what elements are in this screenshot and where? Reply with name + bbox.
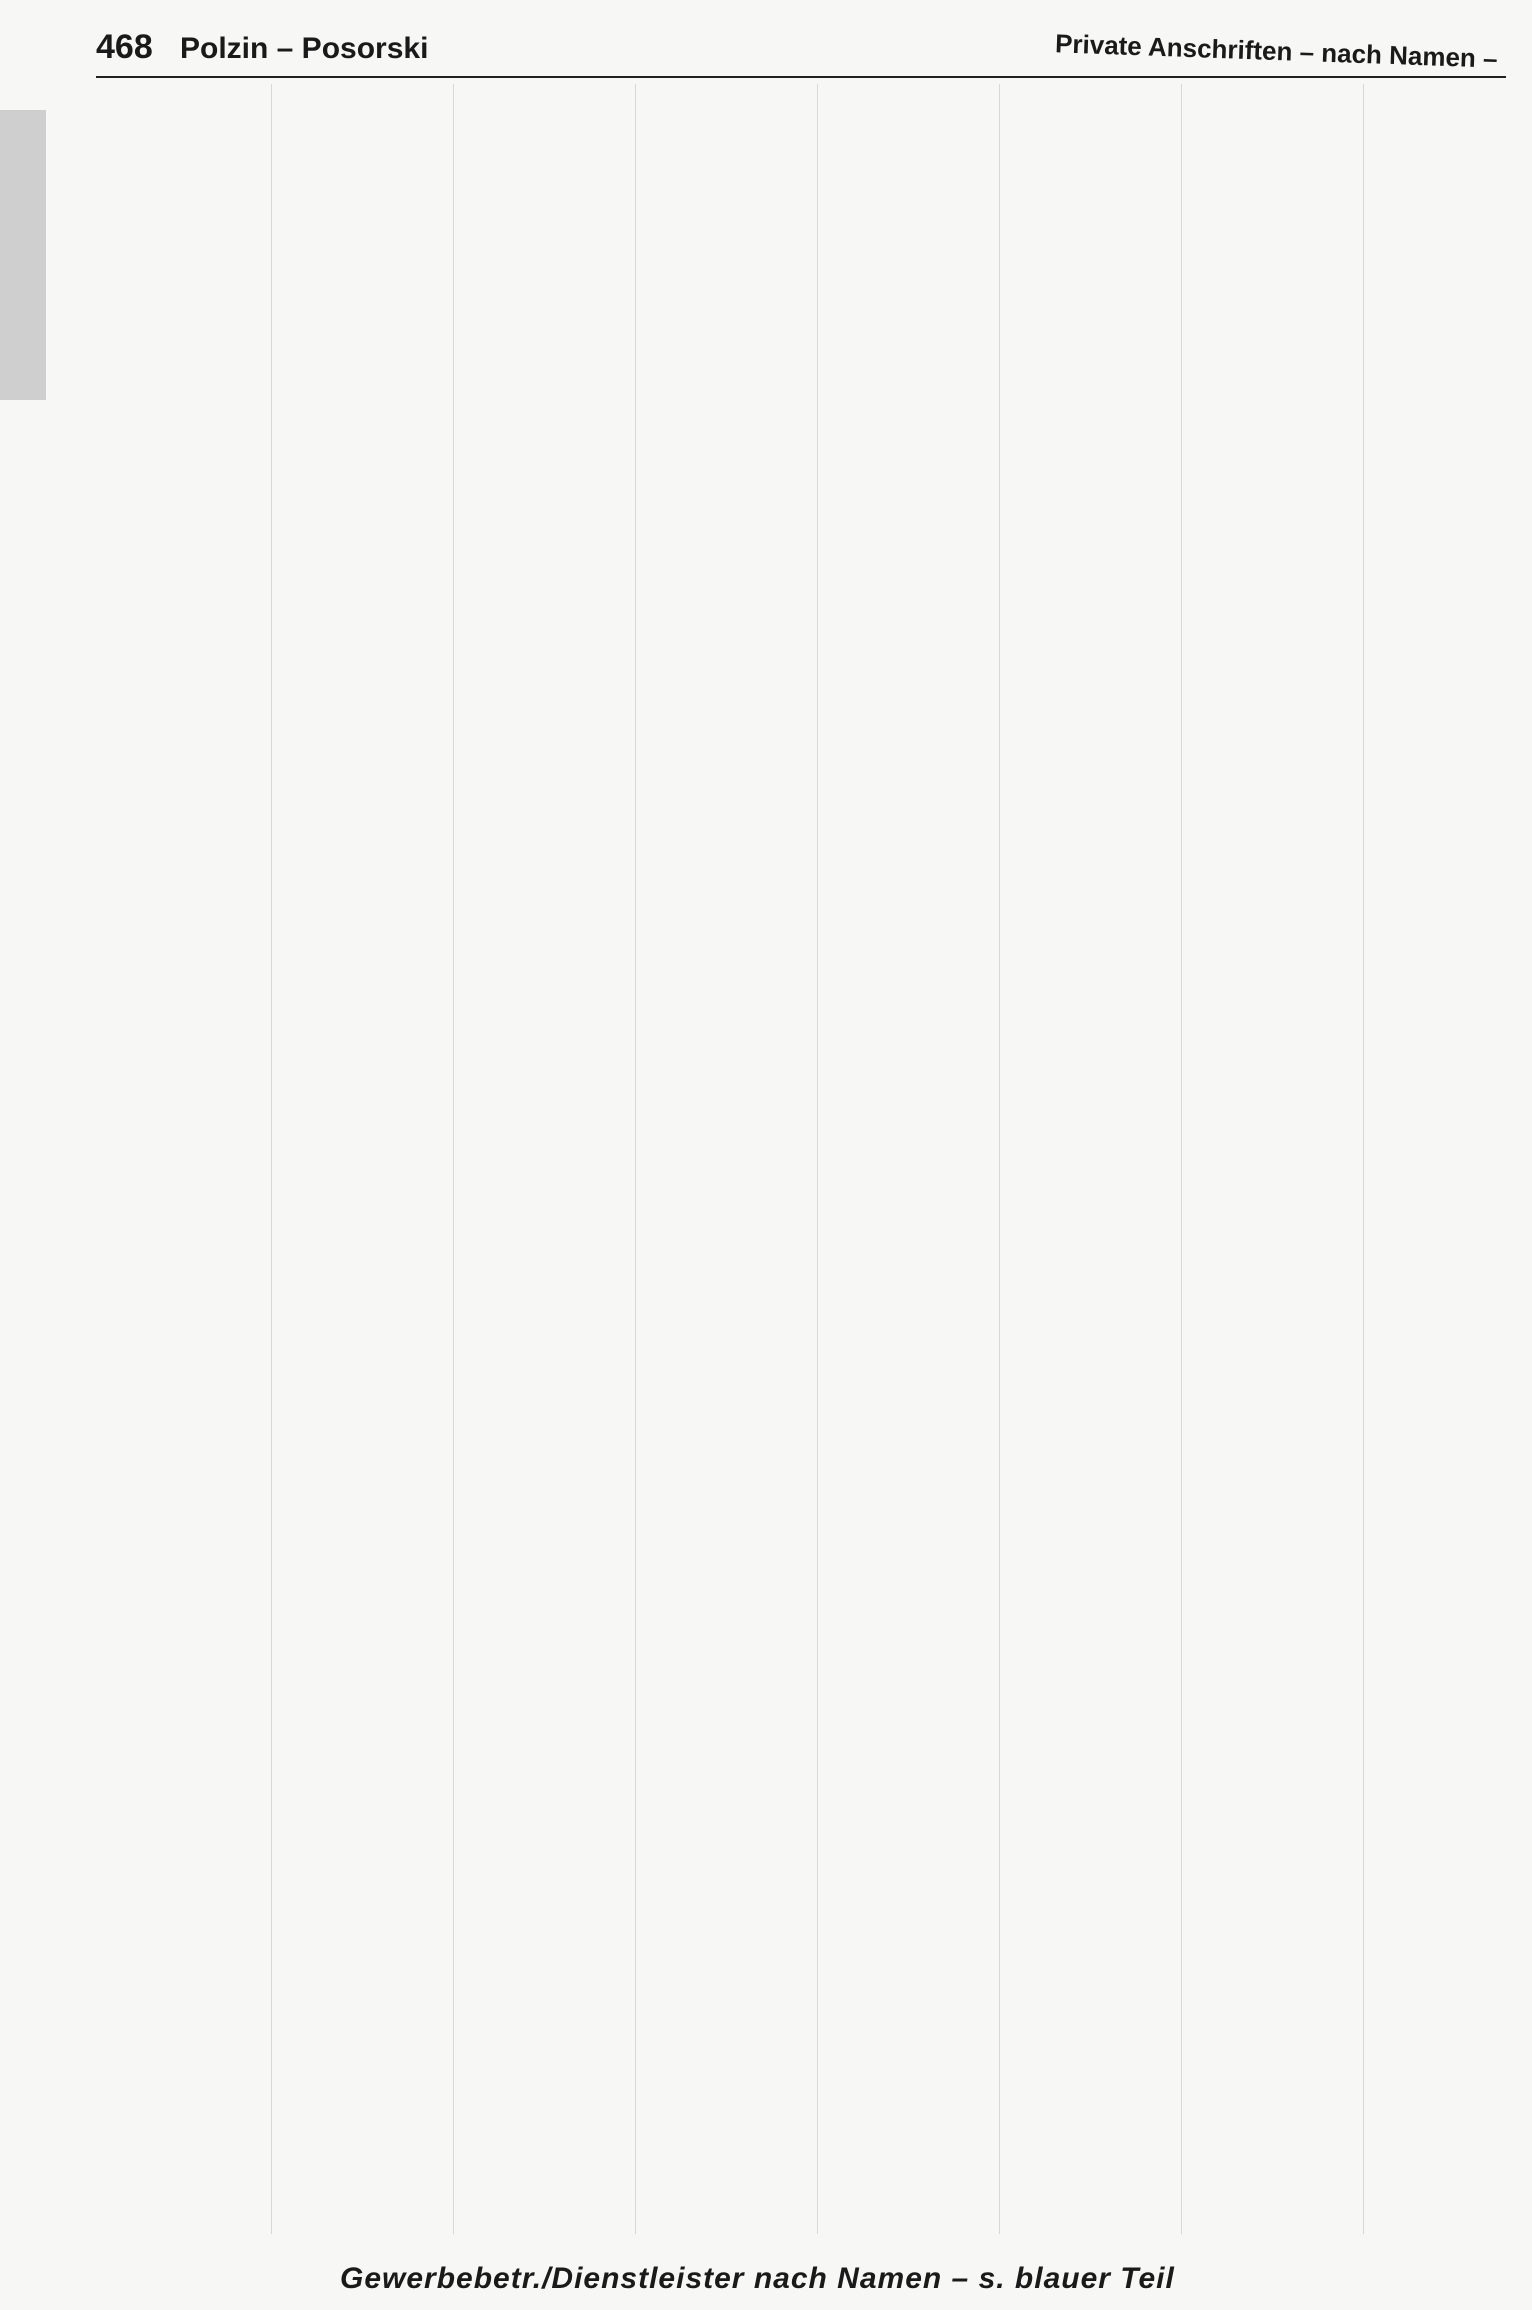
listing-column [642, 84, 812, 2234]
listing-column [824, 84, 994, 2234]
column-divider [1363, 84, 1364, 2234]
page-header [96, 28, 1516, 74]
section-title: Private Anschriften – nach Namen – [1054, 28, 1499, 74]
column-divider [999, 84, 1000, 2234]
header-divider [96, 76, 1506, 78]
listing-columns [96, 84, 1516, 2234]
column-divider [817, 84, 818, 2234]
page-title: Polzin – Posorski [180, 32, 429, 65]
listing-column [96, 84, 266, 2234]
listing-column [460, 84, 630, 2234]
thumb-index-tab [0, 110, 46, 400]
listing-column [1006, 84, 1176, 2234]
listing-column [1366, 84, 1532, 2234]
column-divider [1181, 84, 1182, 2234]
listing-column [1188, 84, 1358, 2234]
page-number: 468 [96, 28, 153, 66]
page-footer: Gewerbebetr./Dienstleister nach Namen – s. blauer Teil [340, 2262, 1175, 2295]
column-divider [271, 84, 272, 2234]
column-divider [453, 84, 454, 2234]
listing-column [278, 84, 448, 2234]
column-divider [635, 84, 636, 2234]
